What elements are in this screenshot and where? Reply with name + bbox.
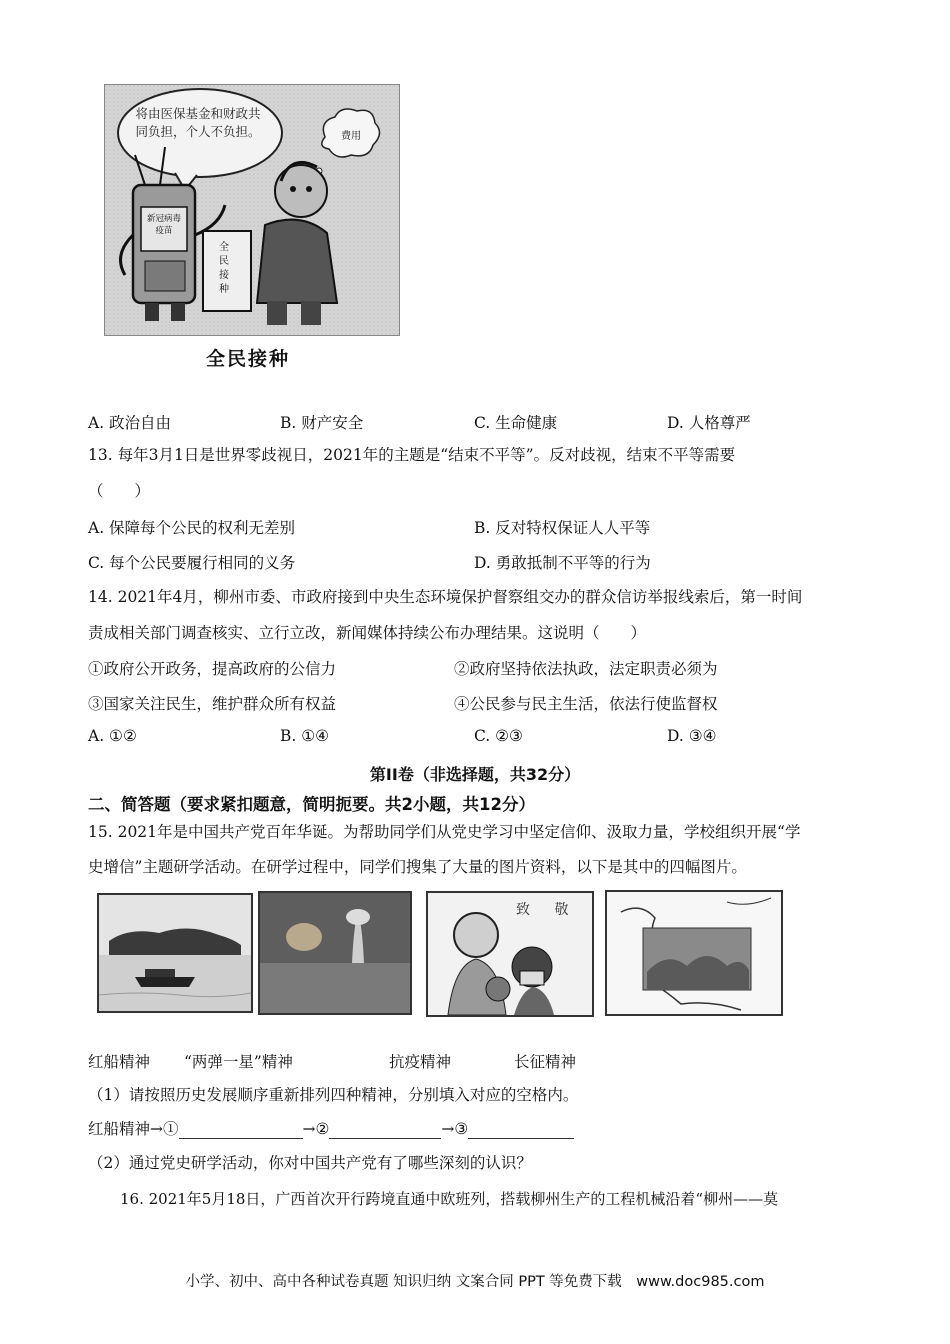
q15-stem-line2: 史增信”主题研学活动。在研学过程中，同学们搜集了大量的图片资料，以下是其中的四幅图片。 <box>88 858 747 876</box>
q14-item-1: ①政府公开政务，提高政府的公信力 <box>88 660 337 678</box>
sequence-start: 红船精神→① <box>88 1120 179 1138</box>
photo-red-boat <box>97 893 253 1013</box>
q14-option-a: A. ①② <box>88 727 137 745</box>
nuclear-test-drawing <box>260 893 410 1013</box>
q14-option-d: D. ③④ <box>667 727 717 745</box>
q13-option-c: C. 每个公民要履行相同的义务 <box>88 554 296 572</box>
cartoon-vial-label: 新冠病毒疫苗 <box>146 214 181 236</box>
q13-option-d: D. 勇敢抵制不平等的行为 <box>474 554 651 572</box>
q15-stem-line1: 15. 2021年是中国共产党百年华诞。为帮助同学们从党史学习中坚定信仰、汲取力量，学校组织开展“学 <box>88 823 801 841</box>
caption-two-bombs-one-satellite: “两弹一星”精神 <box>184 1053 293 1071</box>
photo-nuclear-test <box>258 891 412 1015</box>
red-boat-drawing <box>99 895 251 1011</box>
sequence-arrow-3: →③ <box>441 1120 469 1138</box>
footer-text: 小学、初中、高中各种试卷真题 知识归纳 文案合同 PPT 等免费下载 www.doc985.com <box>185 1274 765 1290</box>
section-heading: 二、简答题（要求紧扣题意，简明扼要。共2小题，共12分） <box>88 795 535 814</box>
caption-long-march: 长征精神 <box>514 1053 577 1071</box>
q13-stem-line1: 13. 每年3月1日是世界零歧视日，2021年的主题是“结束不平等”。反对歧视，结束不平等需要 <box>88 446 736 464</box>
q15-sub2: （2）通过党史研学活动，你对中国共产党有了哪些深刻的认识？ <box>88 1154 532 1172</box>
section-title: 第II卷（非选择题，共32分） <box>369 765 581 784</box>
blank-3[interactable] <box>468 1122 574 1139</box>
photo-long-march-map <box>605 890 783 1016</box>
caption-red-boat: 红船精神 <box>88 1053 151 1071</box>
caption-anti-epidemic: 抗疫精神 <box>389 1053 452 1071</box>
q12-option-d: D. 人格尊严 <box>667 414 751 432</box>
sequence-arrow-2: →② <box>302 1120 330 1138</box>
q13-option-a: A. 保障每个公民的权利无差别 <box>88 519 296 537</box>
q15-sequence-line <box>88 1119 574 1139</box>
q14-item-2: ②政府坚持依法执政，法定职责必须为 <box>454 660 718 678</box>
q12-option-c: C. 生命健康 <box>474 414 558 432</box>
cartoon-image <box>104 84 400 336</box>
q12-option-b: B. 财产安全 <box>280 414 364 432</box>
cartoon-sign-text: 全民接种 <box>219 242 229 295</box>
q14-item-3: ③国家关注民生，维护群众所有权益 <box>88 695 337 713</box>
q14-stem-line1: 14. 2021年4月，柳州市委、市政府接到中央生态环境保护督察组交办的群众信访举报线索后，第一时间 <box>88 588 803 606</box>
q13-stem-line2: （ ） <box>88 482 151 500</box>
poster-text: 致 敬 <box>516 902 579 918</box>
q15-sub1: （1）请按照历史发展顺序重新排列四种精神，分别填入对应的空格内。 <box>88 1086 579 1104</box>
blank-1[interactable] <box>179 1122 303 1139</box>
long-march-drawing <box>607 892 781 1014</box>
q14-option-c: C. ②③ <box>474 727 523 745</box>
photo-anti-epidemic-poster <box>426 891 594 1017</box>
q14-item-4: ④公民参与民主生活，依法行使监督权 <box>454 695 718 713</box>
cartoon-thought-text: 费用 <box>341 131 361 142</box>
q12-option-a: A. 政治自由 <box>88 414 172 432</box>
cartoon-caption: 全民接种 <box>206 348 291 370</box>
cartoon-bubble-text: 将由医保基金和财政共同负担，个人不负担。 <box>135 106 261 139</box>
q13-option-b: B. 反对特权保证人人平等 <box>474 519 651 537</box>
q14-stem-line2: 责成相关部门调查核实、立行立改，新闻媒体持续公布办理结果。这说明（ ） <box>88 624 647 642</box>
q16-stem-line1: 16. 2021年5月18日，广西首次开行跨境直通中欧班列，搭载柳州生产的工程机械沿着“柳州——莫 <box>120 1190 779 1208</box>
blank-2[interactable] <box>329 1122 441 1139</box>
q14-option-b: B. ①④ <box>280 727 330 745</box>
